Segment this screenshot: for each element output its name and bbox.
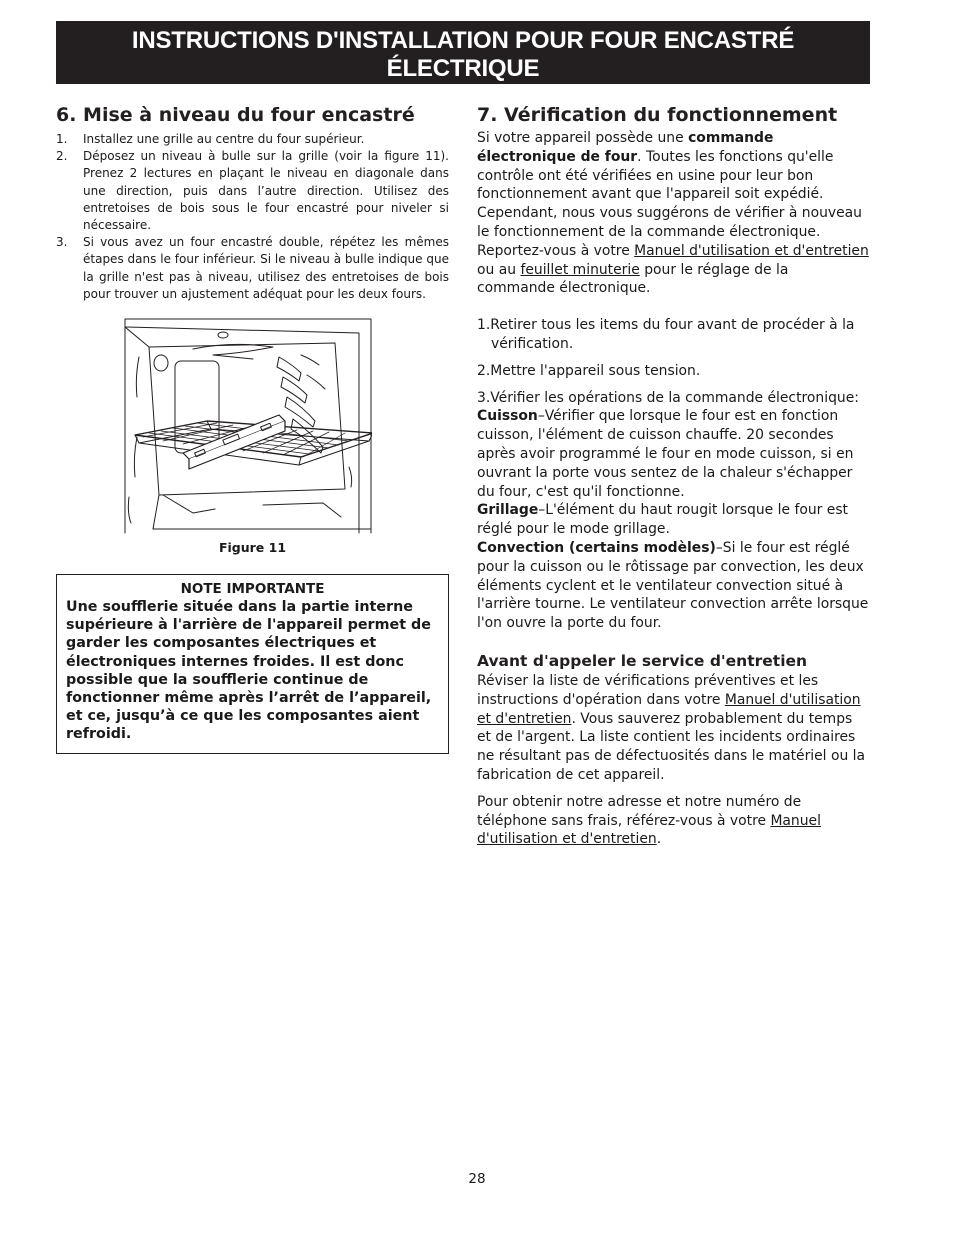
cuisson-paragraph: Cuisson–Vérifier que lorsque le four est en fonction cuisson, l'élément de cuisson chauffe. 20 secondes après avoir programmé le four en mode cuisson, si en ouvrant la porte vous sentez de la chaleur s'échapper du four, c'est qu'il fonctionne. — [477, 408, 854, 500]
section-6-heading: 6. Mise à niveau du four encastré — [56, 104, 415, 126]
manual-link[interactable]: Manuel d'utilisation et d'entretien — [477, 812, 821, 848]
check-step-2: 2.Mettre l'appareil sous tension. — [477, 362, 701, 379]
list-item: 1. Installez une grille au centre du four supérieur. — [56, 132, 365, 146]
banner-title: INSTRUCTIONS D'INSTALLATION POUR FOUR ENCASTRÉ ÉLECTRIQUE — [131, 27, 795, 82]
important-note-box — [56, 574, 449, 754]
check-step-1: 1.Retirer tous les items du four avant de procéder à la vérification. — [477, 317, 855, 352]
timer-sheet-link[interactable]: feuillet minuterie — [520, 261, 640, 278]
page-number: 28 — [468, 1171, 486, 1187]
check-step-3: 3.Vérifier les opérations de la commande électronique: — [477, 389, 859, 406]
right-column — [477, 103, 870, 849]
convection-paragraph: Convection (certains modèles)–Si le four est réglé pour la cuisson ou le rôtissage par convection, les deux éléments cyclent et le ventilateur convection situé à l'arrière tourne. Le ventilateur convection arrête lorsque l'on ouvre la porte du four. — [477, 539, 869, 632]
service-paragraph-2: Pour obtenir notre adresse et notre numéro de téléphone sans frais, référez-vous à votre Manuel d'utilisation et d'entretien. — [477, 793, 821, 848]
manual-link[interactable]: Manuel d'utilisation et d'entretien — [477, 691, 861, 727]
grillage-paragraph: Grillage–L'élément du haut rougit lorsque le four est réglé pour le mode grillage. — [477, 502, 848, 538]
manual-link[interactable]: Manuel d'utilisation et d'entretien — [634, 242, 869, 259]
intro-paragraph: Si votre appareil possède une commande électronique de four. Toutes les fonctions qu'elle contrôle ont été vérifiées en usine pour leur bon fonctionnement avant que l'appareil soit expédié. Cependant, nous vous suggérons de vérifier à nouveau le fonctionnement de la commande électronique. Reportez-vous à votre Manuel d'utilisation et d'entretien ou au feuillet minuterie pour le réglage de la commande électronique. — [477, 130, 869, 297]
list-item: 3. Si vous avez un four encastré double, répétez les mêmes étapes dans le four inférieur. Si le niveau à bulle indique que la grille n'est pas à niveau, utilisez des entretoises de bois pour trouver un ajustement adéquat pour les deux fours. — [56, 235, 449, 301]
section-7-heading: 7. Vérification du fonctionnement — [477, 104, 838, 126]
leveling-steps — [56, 131, 449, 303]
service-paragraph-1: Réviser la liste de vérifications préventives et les instructions d'opération dans votre Manuel d'utilisation et d'entretien. Vous sauverez probablement du temps et de l'argent. La liste contient les incidents ordinaires ne résultant pas de défectuosités dans le matériel ou la fabrication de cet appareil. — [477, 672, 866, 783]
service-heading: Avant d'appeler le service d'entretien — [477, 651, 808, 670]
left-column — [56, 103, 449, 754]
list-item: 2. Déposez un niveau à bulle sur la grille (voir la figure 11). Prenez 2 lectures en plaçant le niveau en diagonale dans une direction, puis dans l’autre direction. Utilisez des entretoises de bois sous le four encastré pour niveler si nécessaire. — [56, 149, 449, 233]
figure-caption: Figure 11 — [218, 540, 287, 556]
note-title: NOTE IMPORTANTE — [180, 581, 325, 598]
page-banner — [56, 21, 870, 101]
oven-rack-illustration — [123, 317, 372, 535]
banner-subtitle: (Combiné à une table de cuisson électrique ou à gaz (en option)) — [234, 86, 692, 101]
note-body: Une soufflerie située dans la partie interne supérieure à l'arrière de l'appareil permet de garder les composantes électriques et électroniques internes froides. Il est donc possible que la soufflerie continue de fonctionner même après l’arrêt de l’appareil, et ce, jusqu’à ce que les composantes aient refroidi. — [66, 599, 432, 743]
